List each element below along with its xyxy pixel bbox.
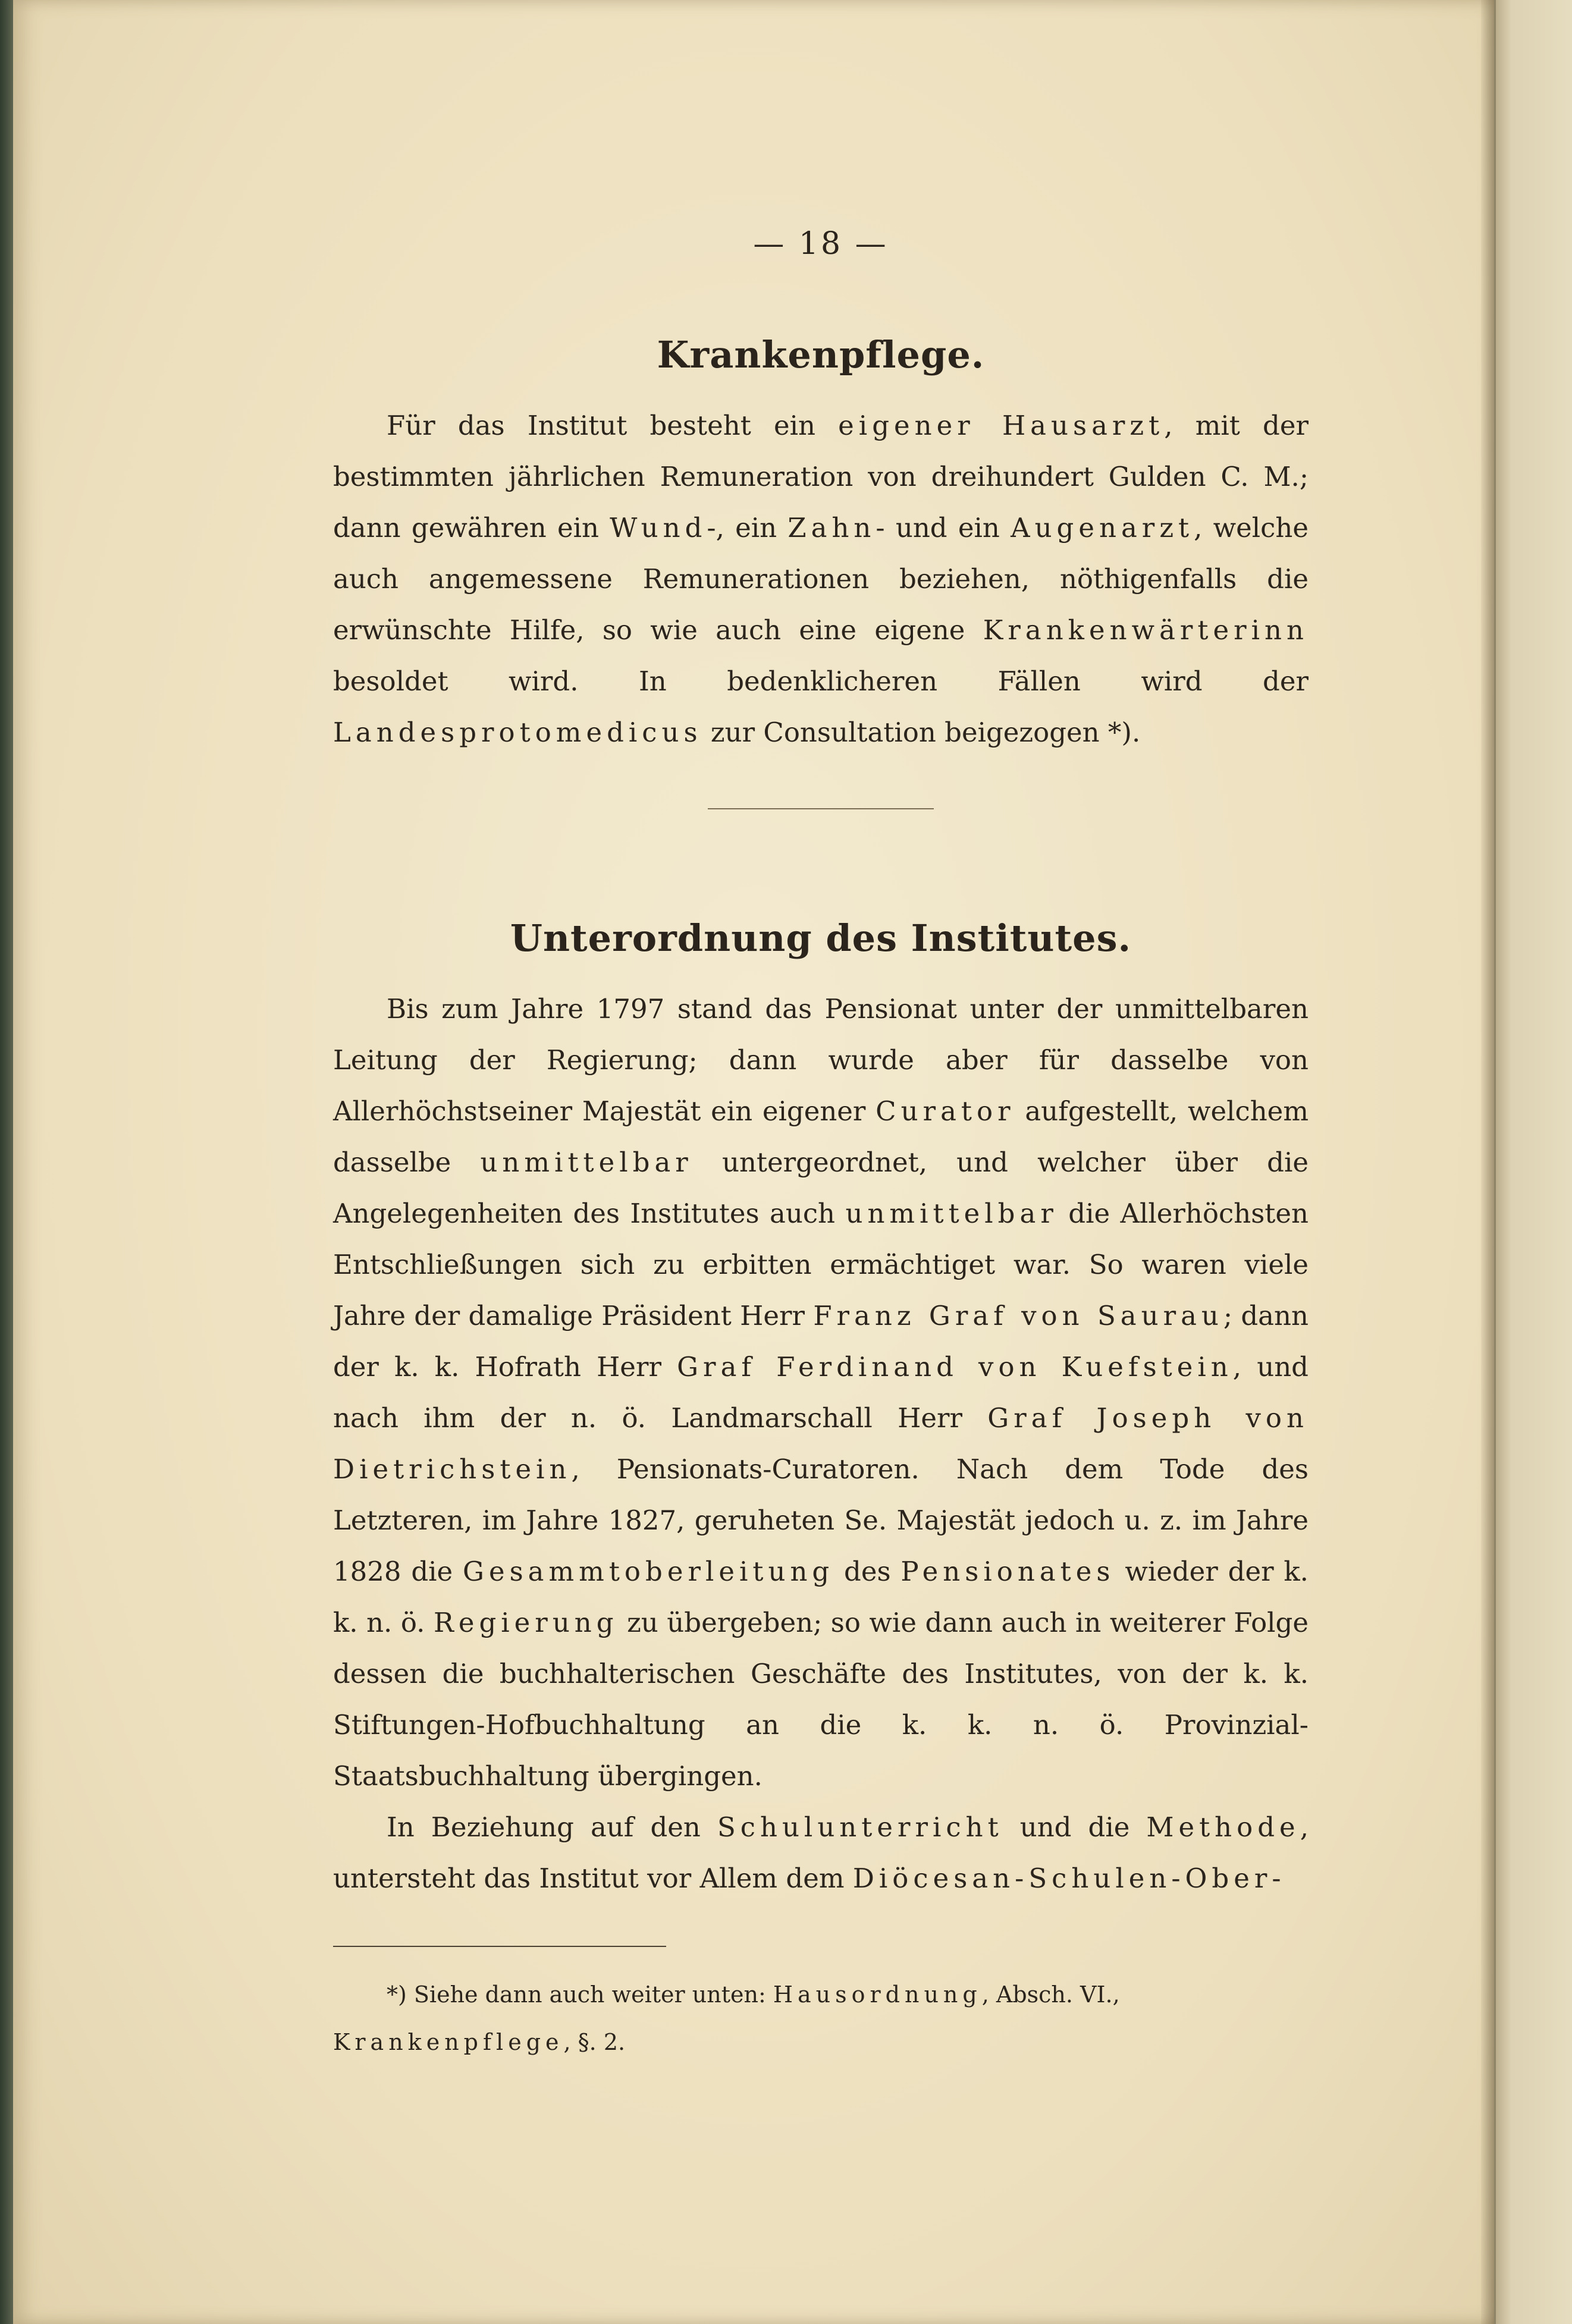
paragraph-schulunterricht: In Beziehung auf den Schulunterricht und die Methode, untersteht das Institut vor Allem dem Diöcesan-Schulen-Ober- (333, 1811, 1309, 1894)
page-content (333, 226, 1309, 2066)
binding-edge (0, 0, 13, 2324)
section-heading-unterordnung: Unterordnung des Institutes. (510, 916, 1132, 960)
footnote: *) Siehe dann auch weiter unten: Hausordnung, Absch. VI., Krankenpflege, §. 2. (333, 1981, 1120, 2055)
spine-shadow (1481, 0, 1494, 2324)
section-heading-krankenpflege: Krankenpflege. (657, 333, 985, 376)
footnote-rule (333, 1946, 666, 1947)
paragraph-krankenpflege: Für das Institut besteht ein eigener Hausarzt, mit der bestimmten jährlichen Remuneration von dreihundert Gulden C. M.; dann gewähren ein Wund-, ein Zahn- und ein Augenarzt, welche auch angemessene Remunerationen beziehen, nöthigenfalls die erwünschte Hilfe, so wie auch eine eigene Krankenwärterinn besoldet wird. In bedenklicheren Fällen wird der Landesprotomedicus zur Consultation beigezogen *). (333, 410, 1309, 748)
page-number: — 18 — (753, 226, 889, 262)
adjacent-page-edge (1494, 0, 1572, 2324)
paragraph-unterordnung: Bis zum Jahre 1797 stand das Pensionat unter der unmittelbaren Leitung der Regierung; dann wurde aber für dasselbe von Allerhöchstseiner Majestät ein eigener Curator aufgestellt, welchem dasselbe unmittelbar untergeordnet, und welcher über die Angelegenheiten des Institutes auch unmittelbar die Allerhöchsten Entschließungen sich zu erbitten ermächtiget war. So waren viele Jahre der damalige Präsident Herr Franz Graf von Saurau; dann der k. k. Hofrath Herr Graf Ferdinand von Kuefstein, und nach ihm der n. ö. Landmarschall Herr Graf Joseph von Dietrichstein, Pensionats-Curatoren. Nach dem Tode des Letzteren, im Jahre 1827, geruheten Se. Majestät jedoch u. z. im Jahre 1828 die Gesammtoberleitung des Pensionates wieder der k. k. n. ö. Regierung zu übergeben; so wie dann auch in weiterer Folge dessen die buchhalterischen Geschäfte des Institutes, von der k. k. Stiftungen-Hofbuchhaltung an die k. k. n. ö. Provinzial-Staatsbuchhaltung übergingen. (333, 993, 1309, 1792)
section-divider (708, 808, 934, 809)
